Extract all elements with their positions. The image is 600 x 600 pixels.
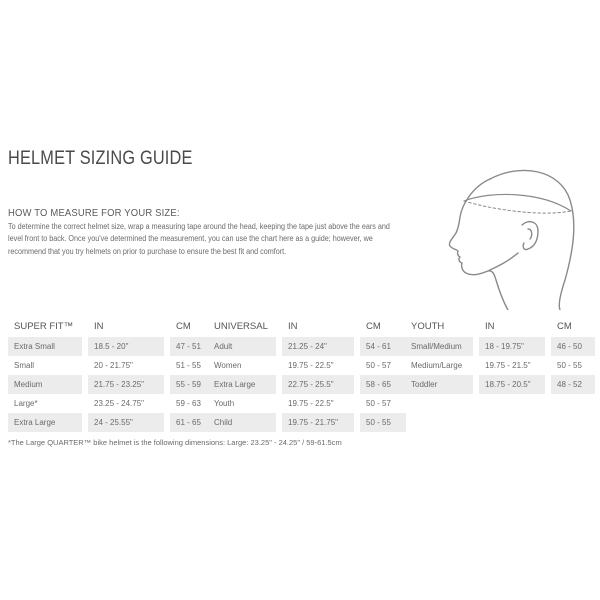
universal-size-table [208,315,406,432]
inch-cell: 19.75 - 21.5" [485,361,531,370]
cm-cell: 46 - 50 [551,337,595,356]
size-cell: Toddler [405,375,473,394]
head-measurement-illustration [430,155,580,310]
cm-cell: 59 - 63 [176,399,201,408]
size-cell: Medium/Large [411,361,463,370]
cm-cell: 47 - 51 [170,337,216,356]
inch-cell: 21.75 - 23.25" [88,375,164,394]
table-row [208,413,406,432]
inch-cell: 20 - 21.75" [94,361,133,370]
table-row [208,375,406,394]
size-cell: Small [14,361,35,370]
page-title: HELMET SIZING GUIDE [8,148,193,169]
table-header-row [8,315,216,337]
column-header: UNIVERSAL [214,320,268,332]
size-cell: Extra Small [8,337,82,356]
inch-cell: 24 - 25.55" [88,413,164,432]
size-cell: Medium [8,375,82,394]
cm-cell: 51 - 55 [176,361,201,370]
table-row [405,356,595,375]
column-header: IN [288,320,298,332]
table-row [405,375,595,394]
column-header: CM [366,320,381,332]
size-cell: Child [208,413,276,432]
table-row [208,356,406,375]
cm-cell: 54 - 61 [360,337,406,356]
inch-cell: 19.75 - 22.5" [288,361,334,370]
size-cell: Small/Medium [405,337,473,356]
footnote: *The Large QUARTER™ bike helmet is the following dimensions: Large: 23.25" - 24.25" / 59-61.5cm [8,438,342,447]
cm-cell: 58 - 65 [360,375,406,394]
inch-cell: 18.5 - 20" [88,337,164,356]
inch-cell: 19.75 - 21.75" [282,413,354,432]
column-header: IN [485,320,495,332]
inch-cell: 21.25 - 24" [282,337,354,356]
column-header: CM [176,320,191,332]
super-fit-size-table [8,315,216,432]
table-row [208,337,406,356]
column-header: IN [94,320,104,332]
table-header-row [405,315,595,337]
cm-cell: 50 - 55 [557,361,582,370]
inch-cell: 19.75 - 22.5" [288,399,334,408]
column-header: YOUTH [411,320,445,332]
table-row [8,375,216,394]
youth-size-table [405,315,595,394]
inch-cell: 18 - 19.75" [479,337,545,356]
table-row [8,356,216,375]
size-cell: Youth [214,399,235,408]
table-row [8,413,216,432]
cm-cell: 50 - 57 [366,361,391,370]
inch-cell: 18.75 - 20.5" [479,375,545,394]
table-header-row [208,315,406,337]
size-cell: Large* [14,399,38,408]
cm-cell: 50 - 57 [366,399,391,408]
table-row [8,394,216,413]
inch-cell: 22.75 - 25.5" [282,375,354,394]
measure-heading: HOW TO MEASURE FOR YOUR SIZE: [8,207,180,219]
size-cell: Adult [208,337,276,356]
size-cell: Extra Large [208,375,276,394]
inch-cell: 23.25 - 24.75" [94,399,144,408]
table-row [405,337,595,356]
cm-cell: 50 - 55 [360,413,406,432]
table-row [8,337,216,356]
size-cell: Extra Large [8,413,82,432]
column-header: SUPER FIT™ [14,320,74,332]
cm-cell: 48 - 52 [551,375,595,394]
cm-cell: 61 - 65 [170,413,216,432]
table-row [208,394,406,413]
column-header: CM [557,320,572,332]
measure-instructions: To determine the correct helmet size, wrap a measuring tape around the head, keeping the tape just above the ears and level front to back. Once you've determined the measurement, you can use the chart here as a guide; however, we recommend that you try helmets on prior to purchase to ensure the best fit and comfort. [8,222,390,256]
cm-cell: 55 - 59 [170,375,216,394]
size-cell: Women [214,361,242,370]
